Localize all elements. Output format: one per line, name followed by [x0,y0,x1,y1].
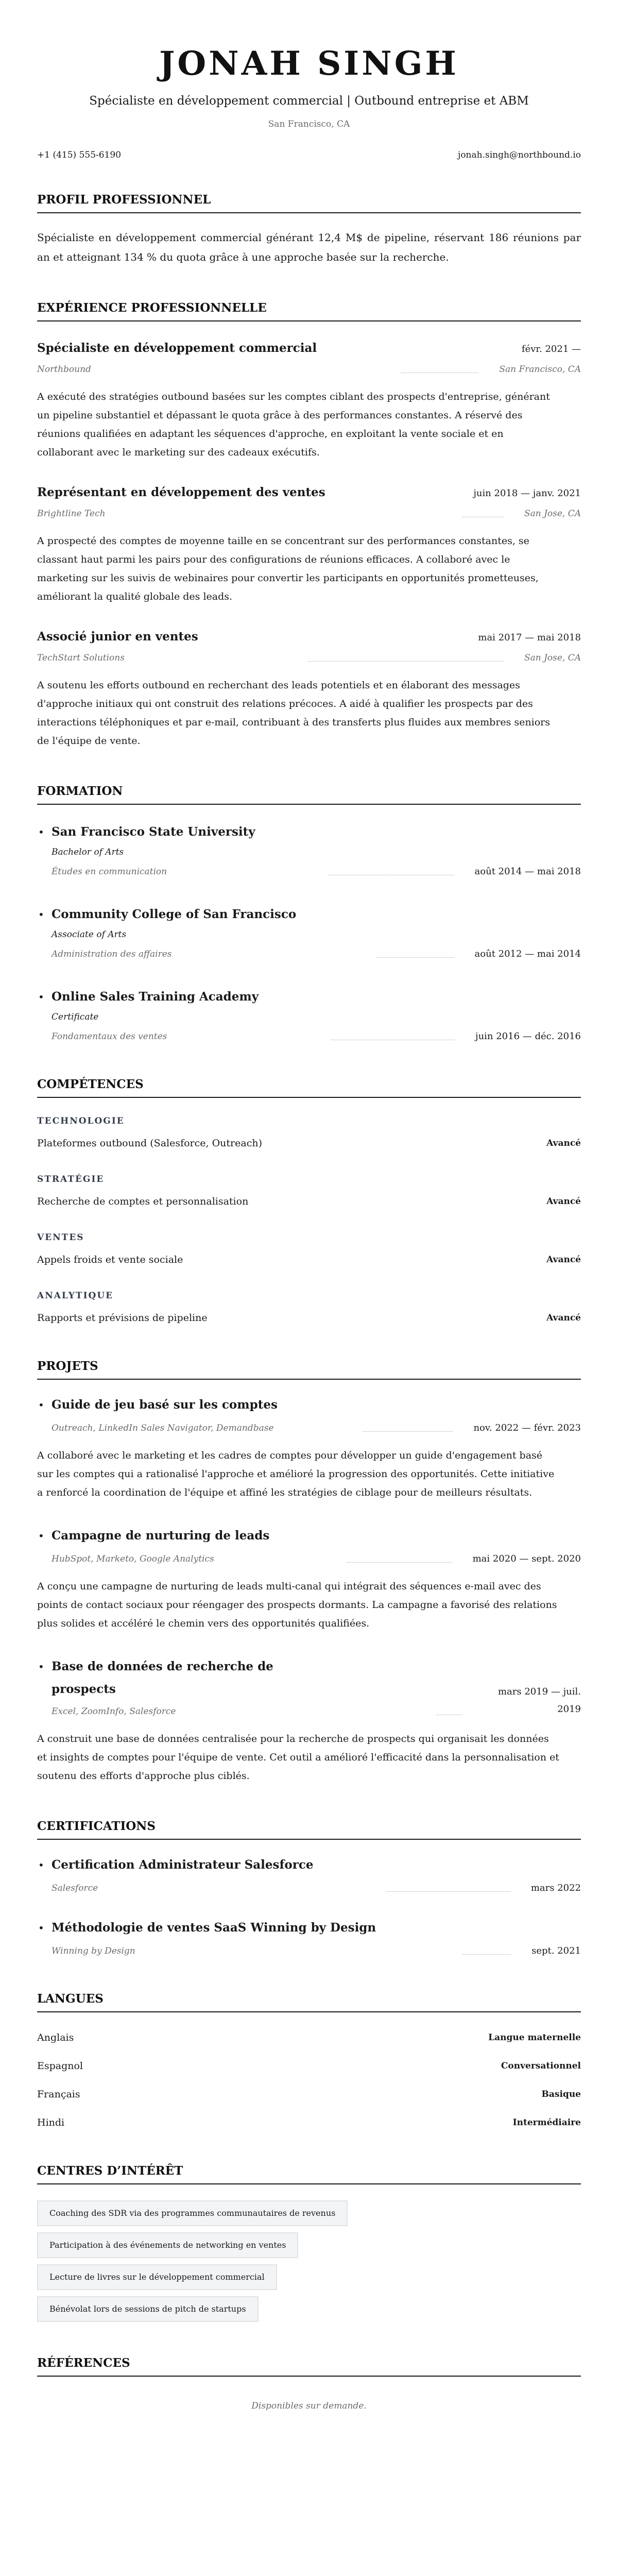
language-level: Conversationnel [501,2061,581,2071]
interest-list [37,2200,581,2322]
summary-text: Spécialiste en développement commercial générant 12,4 M$ de pipeline, réservant 186 réunions par an et atteignant 134 % du quota grâce à une approche basée sur la recherche. [37,231,581,263]
degree: Associate of Arts [52,929,127,940]
education-dates: août 2014 — mai 2018 [474,866,581,877]
project-tech: Excel, ZoomInfo, Salesforce [52,1706,176,1717]
contact-row [37,148,581,162]
job-title: Spécialiste en développement commercial [37,341,317,355]
skill-row [37,1311,581,1325]
job-location: San Jose, CA [524,509,581,519]
dotted-leader [401,372,478,373]
education-entry [37,903,581,961]
degree: Certificate [52,1012,99,1022]
project-description: A collaboré avec le marketing et les cadres de comptes pour développer un guide d'engagement basé sur les comptes qui a rationalisé l'approche et amélioré la progression des opportunités. Cette initiative a renforcé la coordination de l'équipe et affiné les stratégies de ciblage pour de meilleurs résultats. [37,1450,555,1498]
job-title: Associé junior en ventes [37,630,198,643]
references-section [37,2355,581,2413]
projects-section [37,1358,581,1785]
degree: Bachelor of Arts [52,847,124,857]
email-link[interactable]: jonah.singh@northbound.io [458,150,581,160]
job-location: San Jose, CA [524,653,581,663]
project-description: A conçu une campagne de nurturing de leads multi-canal qui intégrait des séquences e-mail avec des points de contact sociaux pour réengager des prospects dormants. La campagne a favorisé des relations plus solides et accéléré le chemin vers des opportunités qualifiées. [37,1581,557,1629]
phone: +1 (415) 555-6190 [37,150,122,160]
job-dates: juin 2018 — janv. 2021 [473,488,581,499]
job-entry [37,340,581,462]
section-title: FORMATION [37,783,581,805]
company: Northbound [37,364,91,375]
section-title: CENTRES D’INTÉRÊT [37,2163,581,2184]
school-name: Online Sales Training Academy [52,990,259,1004]
bullet-icon: • [38,1859,44,1871]
skill-category: STRATÉGIE [37,1174,105,1184]
project-tech: HubSpot, Marketo, Google Analytics [52,1554,214,1564]
bullet-icon: • [38,991,44,1003]
section-title: EXPÉRIENCE PROFESSIONNELLE [37,300,581,321]
skill-category: TECHNOLOGIE [37,1116,125,1126]
dotted-leader [347,1562,452,1563]
language-row [37,2115,581,2130]
language-name: Espagnol [37,2060,83,2072]
job-description: A prospecté des comptes de moyenne taille en se concentrant sur des performances constantes, se classant haut parmi les pairs pour des configurations de réunions efficaces. A collaboré avec le marketing sur les suivis de webinaires pour convertir les participants en opportunités prometteuses, améliorant la qualité globale des leads. [37,535,539,602]
interest-chip: Participation à des événements de networking en ventes [37,2232,298,2258]
project-title: Base de données de recherche de prospects [52,1659,273,1696]
skill-level: Avancé [546,1313,581,1323]
language-level: Intermédiaire [512,2117,581,2128]
company: TechStart Solutions [37,653,125,663]
bullet-icon: • [38,1922,44,1934]
location: San Francisco, CA [268,119,350,129]
skill-level: Avancé [546,1138,581,1148]
dotted-leader [308,661,504,662]
education-section [37,783,581,1043]
project-dates: nov. 2022 — févr. 2023 [473,1422,581,1433]
field-of-study: Administration des affaires [52,949,172,959]
dotted-leader [377,957,454,958]
skill-name: Appels froids et vente sociale [37,1254,183,1265]
education-entry [37,986,581,1043]
bullet-icon: • [38,826,44,838]
skill-category: ANALYTIQUE [37,1291,114,1301]
bullet-icon: • [38,1530,44,1542]
company: Brightline Tech [37,509,106,519]
dotted-leader [363,1431,453,1432]
section-title: PROFIL PROFESSIONNEL [37,192,581,213]
certifications-section [37,1818,581,1958]
section-title: CERTIFICATIONS [37,1818,581,1840]
skill-name: Recherche de comptes et personnalisation [37,1196,249,1207]
project-entry [37,1655,581,1785]
section-title: PROJETS [37,1358,581,1380]
skill-name: Plateformes outbound (Salesforce, Outreach) [37,1138,262,1149]
project-entry [37,1524,581,1633]
skills-section [37,1076,581,1325]
certification-entry [37,1854,581,1895]
skill-row [37,1252,581,1267]
certification-date: sept. 2021 [531,1945,581,1956]
language-row [37,2030,581,2045]
job-title: Représentant en développement des ventes [37,485,325,499]
job-location: San Francisco, CA [499,364,581,375]
skill-level: Avancé [546,1196,581,1207]
summary-section [37,192,581,267]
skill-category: VENTES [37,1232,84,1243]
skill-name: Rapports et prévisions de pipeline [37,1312,208,1324]
school-name: Community College of San Francisco [52,907,297,921]
references-note: Disponibles sur demande. [251,2401,367,2411]
headline: Spécialiste en développement commercial | Outbound entreprise et ABM [89,94,529,108]
bullet-icon: • [38,1660,44,1673]
bullet-icon: • [38,1399,44,1411]
project-title: Guide de jeu basé sur les comptes [52,1398,278,1412]
project-entry [37,1394,581,1502]
section-title: LANGUES [37,1991,581,2012]
job-dates: mai 2017 — mai 2018 [478,632,581,643]
experience-section [37,300,581,750]
language-level: Langue maternelle [488,2032,581,2043]
job-description: A soutenu les efforts outbound en recherchant des leads potentiels et en élaborant des messages d'approche initiaux qui ont construit des relations précoces. A aidé à qualifier les prospects par des interactions téléphoniques et par e-mail, contribuant à des transferts plus fluides aux membres seniors de l'équipe de vente. [37,680,551,747]
field-of-study: Études en communication [52,867,167,877]
interest-chip: Lecture de livres sur le développement commercial [37,2264,277,2290]
certification-name: Certification Administrateur Salesforce [52,1858,314,1872]
certification-issuer: Winning by Design [52,1946,135,1956]
school-name: San Francisco State University [52,825,255,839]
resume-header [37,43,581,162]
project-title: Campagne de nurturing de leads [52,1529,270,1543]
job-entry [37,629,581,750]
project-dates: mars 2019 — juil. 2019 [497,1686,581,1715]
language-row [37,2059,581,2073]
interests-section [37,2163,581,2322]
candidate-name: JONAH SINGH [159,44,459,83]
bullet-icon: • [38,908,44,921]
job-entry [37,484,581,606]
education-entry [37,821,581,878]
interest-chip: Bénévolat lors de sessions de pitch de startups [37,2296,259,2322]
language-name: Français [37,2089,80,2100]
language-name: Hindi [37,2117,65,2128]
project-dates: mai 2020 — sept. 2020 [472,1553,581,1564]
education-dates: juin 2016 — déc. 2016 [475,1031,581,1042]
skill-level: Avancé [546,1255,581,1265]
section-title: COMPÉTENCES [37,1076,581,1098]
certification-issuer: Salesforce [52,1883,98,1893]
skill-row [37,1194,581,1209]
dotted-leader [387,1891,510,1892]
language-name: Anglais [37,2032,74,2043]
certification-date: mars 2022 [530,1883,581,1893]
language-level: Basique [541,2089,581,2099]
languages-section [37,1991,581,2130]
job-description: A exécuté des stratégies outbound basées sur les comptes ciblant des prospects d'entreprise, générant un pipeline substantiel et dépassant le quota grâce à des performances constantes. A réservé des réunions qualifiées en adaptant les séquences d'approche, en exploitant la vente sociale et en collaborant avec le marketing sur des cadeaux exécutifs. [37,391,550,458]
project-description: A construit une base de données centralisée pour la recherche de prospects qui organisait les données et insights de comptes pour l'équipe de vente. Cet outil a amélioré l'efficacité dans la personnalisation et soutenu des efforts d'approche plus ciblés. [37,1733,559,1782]
field-of-study: Fondamentaux des ventes [52,1031,167,1042]
language-row [37,2087,581,2102]
skill-row [37,1136,581,1150]
section-title: RÉFÉRENCES [37,2355,581,2377]
education-dates: août 2012 — mai 2014 [474,948,581,959]
certification-entry [37,1917,581,1958]
job-dates: févr. 2021 — [521,344,581,354]
dotted-leader [462,1954,511,1955]
project-tech: Outreach, LinkedIn Sales Navigator, Demandbase [52,1423,274,1433]
interest-chip: Coaching des SDR via des programmes communautaires de revenus [37,2200,348,2226]
certification-name: Méthodologie de ventes SaaS Winning by Design [52,1921,376,1935]
